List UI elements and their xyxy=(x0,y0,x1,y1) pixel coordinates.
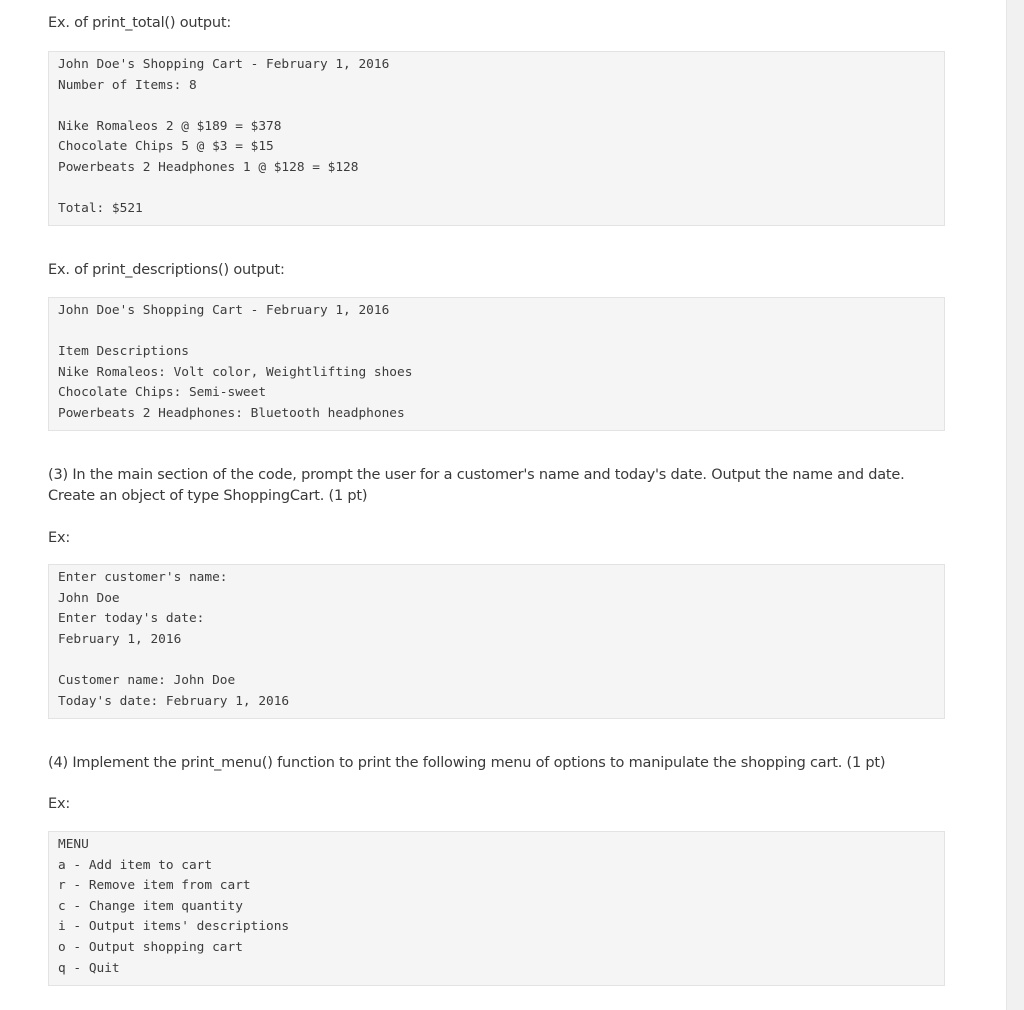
item-count-line: Number of Items: 8 xyxy=(58,77,197,93)
menu-option-line: i - Output items' descriptions xyxy=(58,919,290,935)
date-prompt-line: Enter today's date: xyxy=(58,611,205,627)
print-total-heading: Ex. of print_total() output: xyxy=(48,15,232,31)
name-input-line: John Doe xyxy=(58,590,120,606)
todays-date-line: Today's date: February 1, 2016 xyxy=(58,693,290,709)
print-descriptions-code-block xyxy=(48,297,945,431)
date-input-line: February 1, 2016 xyxy=(58,631,182,647)
menu-option-line: c - Change item quantity xyxy=(58,898,243,914)
description-line: Powerbeats 2 Headphones: Bluetooth headphones xyxy=(58,405,405,421)
step3-example-label: Ex: xyxy=(48,530,71,546)
print-descriptions-heading: Ex. of print_descriptions() output: xyxy=(48,262,285,278)
description-line: Chocolate Chips: Semi-sweet xyxy=(58,385,267,401)
descriptions-title-line: Item Descriptions xyxy=(58,344,189,360)
menu-option-line: a - Add item to cart xyxy=(58,857,213,873)
scrollbar-track[interactable] xyxy=(1006,0,1024,1010)
step3-instructions: (3) In the main section of the code, prompt the user for a customer's name and today's date. Output the name and date. Create an object of type ShoppingCart. (1 pt) xyxy=(48,467,905,504)
total-line: Total: $521 xyxy=(58,201,143,217)
print-total-code-block xyxy=(48,51,945,226)
customer-name-line: Customer name: John Doe xyxy=(58,672,236,688)
step4-example-label: Ex: xyxy=(48,796,71,812)
description-line: Nike Romaleos: Volt color, Weightlifting shoes xyxy=(58,364,413,380)
step4-instructions: (4) Implement the print_menu() function to print the following menu of options to manipulate the shopping cart. (1 pt) xyxy=(48,755,886,771)
menu-option-line: o - Output shopping cart xyxy=(58,939,243,955)
cart-header-line: John Doe's Shopping Cart - February 1, 2016 xyxy=(58,303,390,318)
menu-title-line: MENU xyxy=(58,837,89,852)
menu-option-line: r - Remove item from cart xyxy=(58,878,251,894)
step3-code-block xyxy=(48,564,945,719)
cart-item-line: Nike Romaleos 2 @ $189 = $378 xyxy=(58,118,282,134)
cart-item-line: Powerbeats 2 Headphones 1 @ $128 = $128 xyxy=(58,159,359,175)
menu-code-block xyxy=(48,831,945,986)
name-prompt-line: Enter customer's name: xyxy=(58,570,228,585)
cart-item-line: Chocolate Chips 5 @ $3 = $15 xyxy=(58,139,274,155)
menu-option-line: q - Quit xyxy=(58,960,120,976)
cart-header-line: John Doe's Shopping Cart - February 1, 2016 xyxy=(58,57,390,72)
